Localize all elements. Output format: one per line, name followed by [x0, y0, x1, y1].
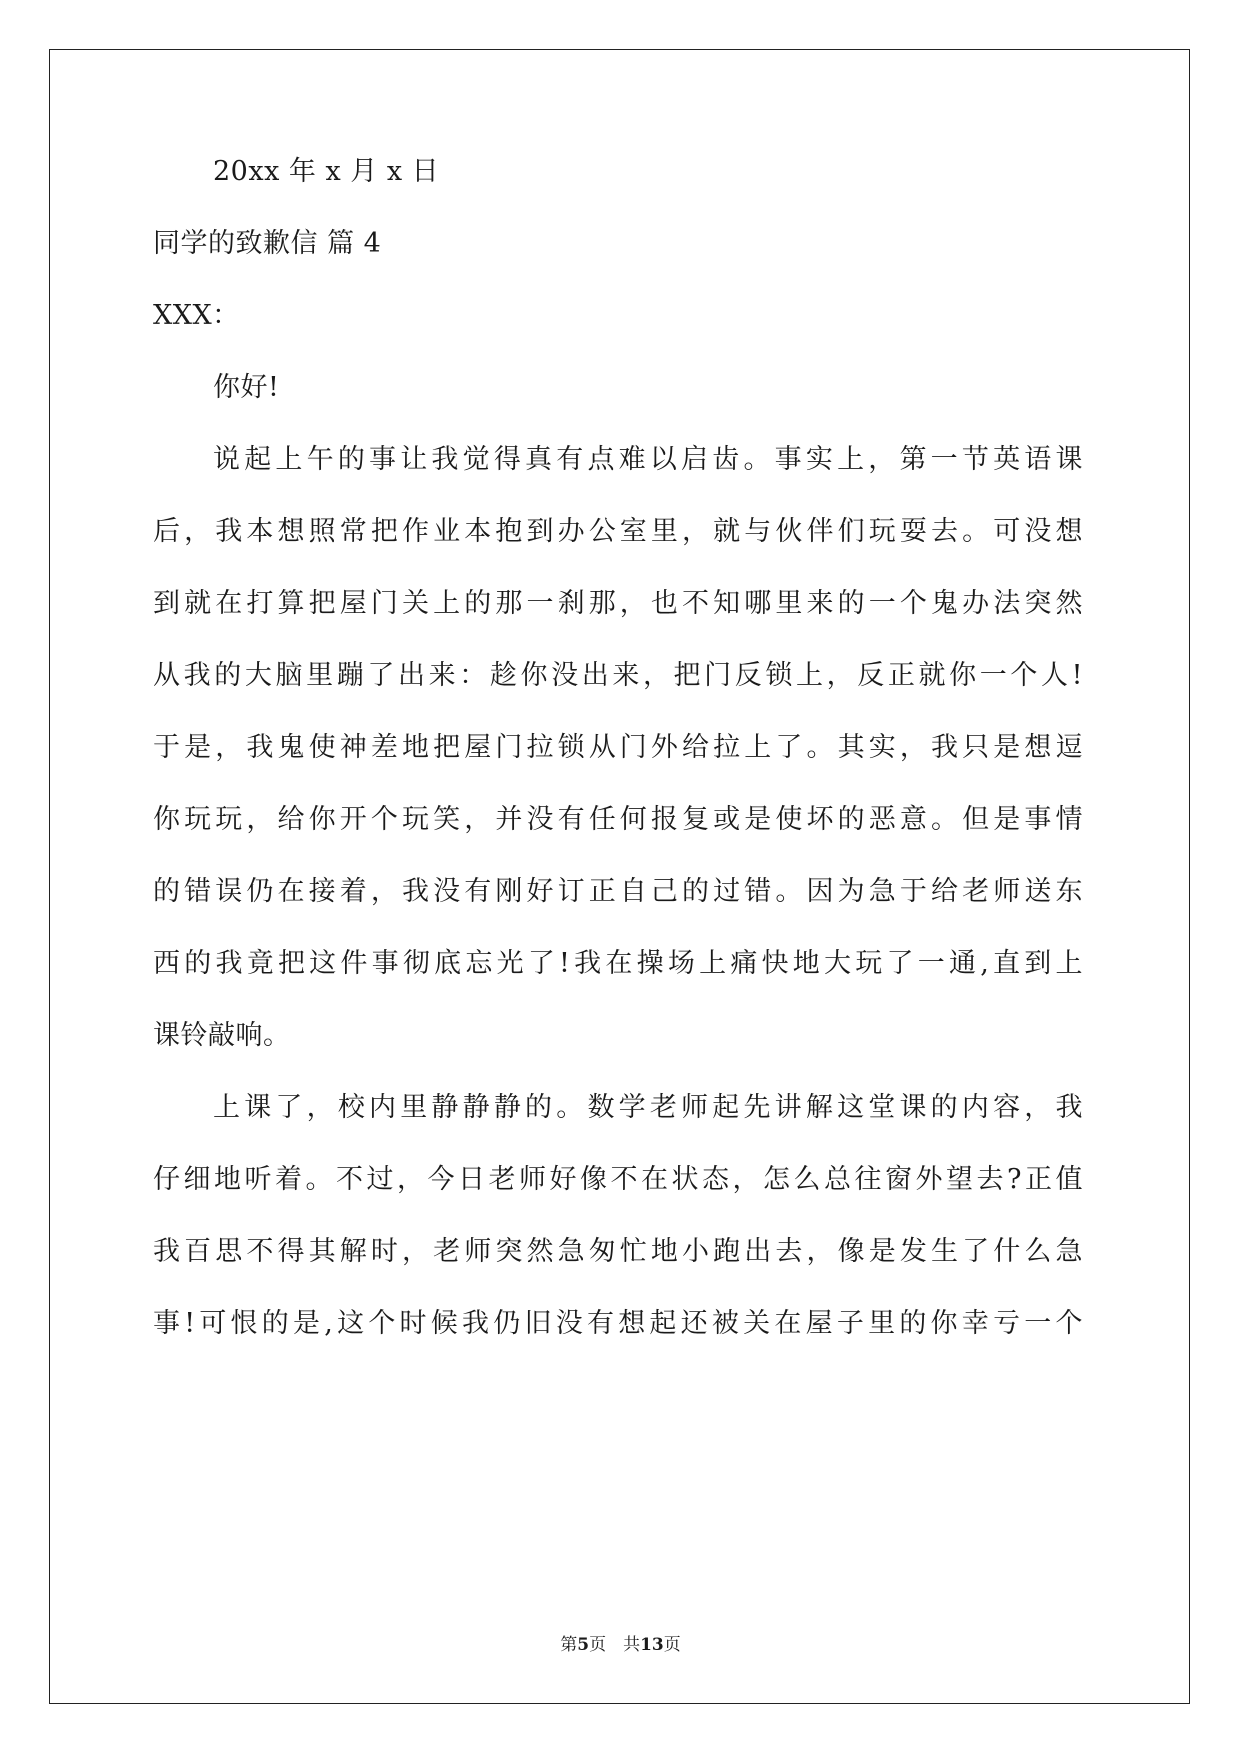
paragraph-line: 上课了，校内里静静静的。数学老师起先讲解这堂课的内容，我 [213, 1092, 1083, 1123]
greeting: 你好! [213, 372, 280, 403]
paragraph-line: 后，我本想照常把作业本抱到办公室里，就与伙伴们玩耍去。可没想 [153, 516, 1083, 547]
letter-heading: 同学的致歉信 篇 4 [153, 228, 382, 259]
paragraph-line: 课铃敲响。 [153, 1020, 291, 1051]
paragraph-line: 的错误仍在接着，我没有刚好订正自己的过错。因为急于给老师送东 [153, 876, 1083, 907]
paragraph-line: 我百思不得其解时，老师突然急匆忙地小跑出去，像是发生了什么急 [153, 1236, 1083, 1267]
paragraph-line: 事!可恨的是,这个时候我仍旧没有想起还被关在屋子里的你幸亏一个 [153, 1308, 1083, 1339]
footer-suffix: 页 [663, 1635, 681, 1655]
paragraph-line: 西的我竟把这件事彻底忘光了!我在操场上痛快地大玩了一通,直到上 [153, 948, 1083, 979]
footer-prefix: 第 [560, 1635, 578, 1655]
paragraph-line: 从我的大脑里蹦了出来：趁你没出来，把门反锁上，反正就你一个人! [153, 660, 1083, 691]
paragraph-line: 于是，我鬼使神差地把屋门拉锁从门外给拉上了。其实，我只是想逗 [153, 732, 1083, 763]
page-footer [0, 1634, 1241, 1656]
paragraph-line: 仔细地听着。不过，今日老师好像不在状态，怎么总往窗外望去?正值 [153, 1164, 1083, 1195]
footer-mid: 页 共 [589, 1635, 641, 1655]
paragraph-line: 到就在打算把屋门关上的那一刹那，也不知哪里来的一个鬼办法突然 [153, 588, 1083, 619]
footer-total-pages: 13 [640, 1635, 664, 1655]
paragraph-line: 你玩玩，给你开个玩笑，并没有任何报复或是使坏的恶意。但是事情 [153, 804, 1083, 835]
date-line: 20xx 年 x 月 x 日 [213, 156, 440, 187]
footer-page-number: 5 [577, 1635, 590, 1655]
paragraph-line: 说起上午的事让我觉得真有点难以启齿。事实上，第一节英语课 [213, 444, 1083, 475]
salutation: XXX： [153, 300, 240, 331]
